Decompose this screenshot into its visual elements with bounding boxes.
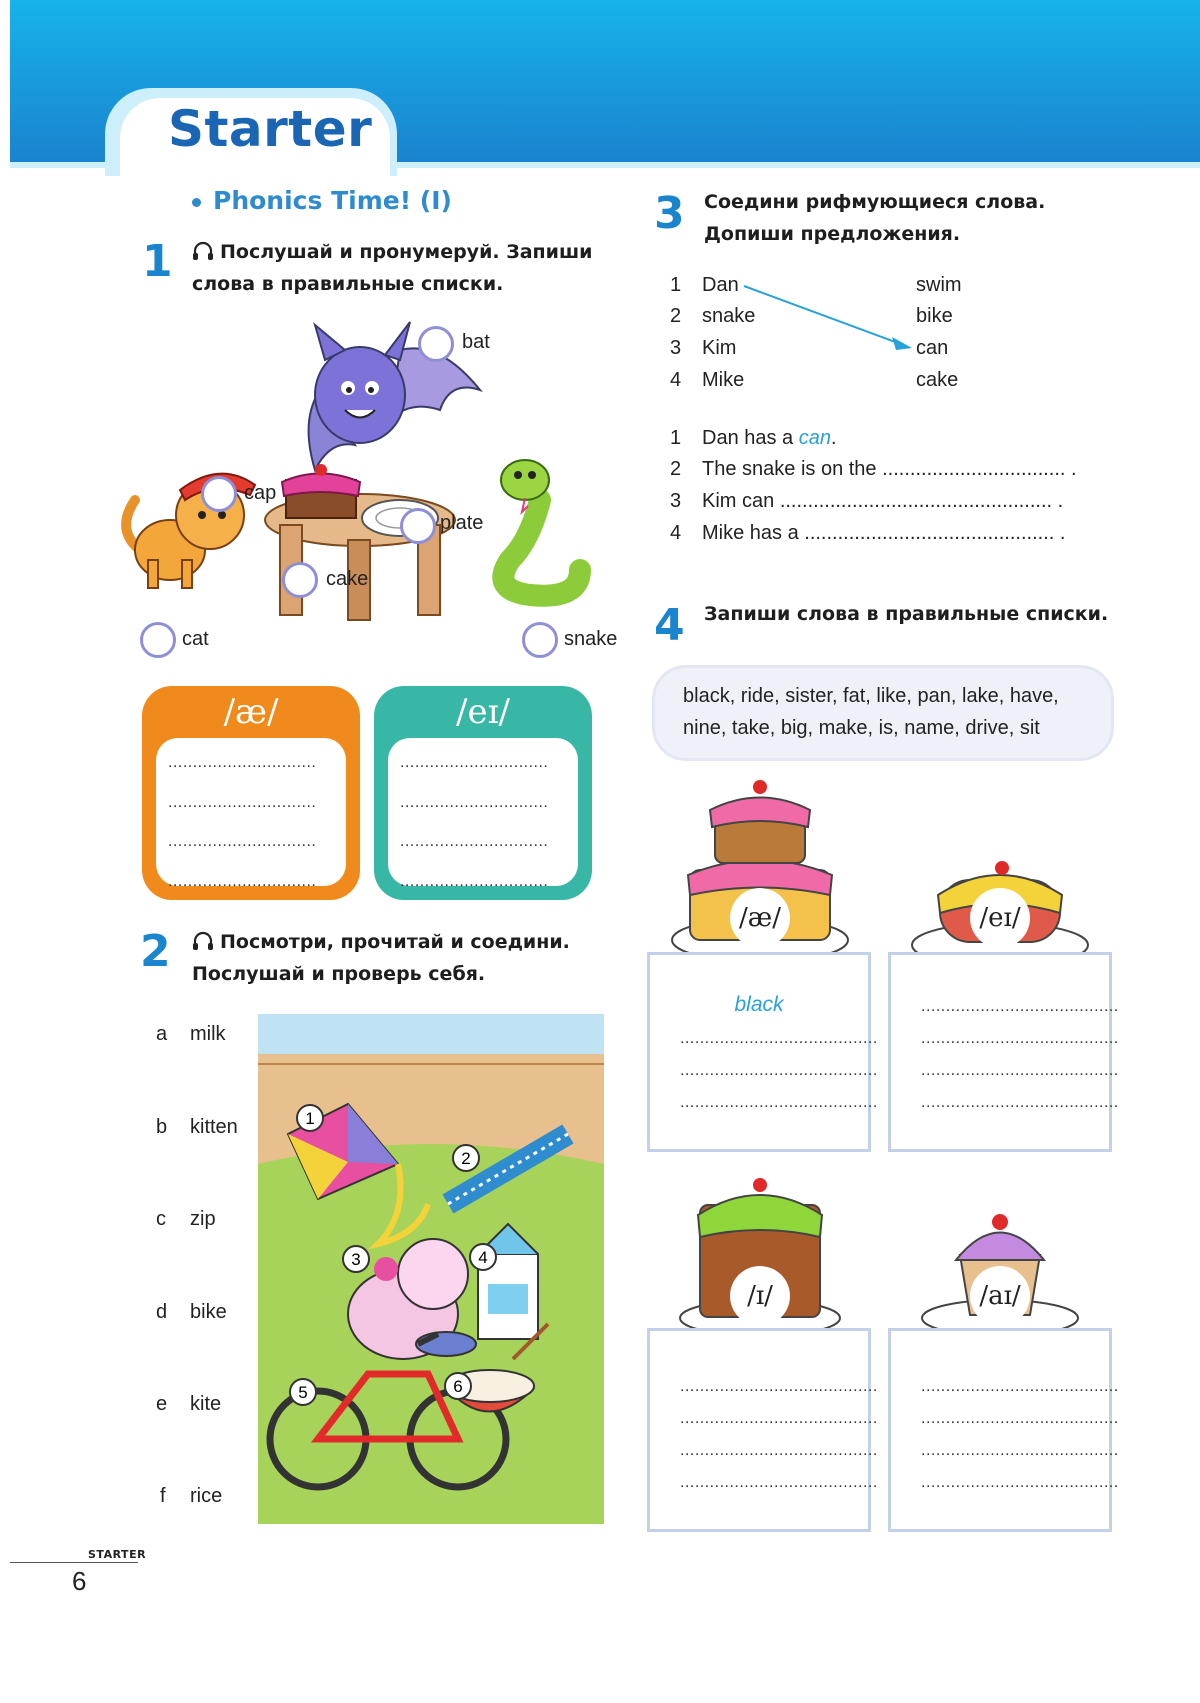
cake-symbol-ai: /aɪ/: [970, 1266, 1030, 1326]
exercise-4-number: 4: [654, 600, 685, 651]
label-cap: cap: [244, 482, 277, 504]
exercise-1-instruction: Послушай и пронумеруй. Запиши слова в правильные списки.: [192, 241, 593, 295]
write-line[interactable]: ..............................: [400, 833, 549, 850]
label-cake: cake: [326, 568, 369, 590]
picture-number-3: [343, 1246, 369, 1272]
write-line[interactable]: ........................................: [680, 1410, 878, 1427]
write-line[interactable]: ........................................: [921, 1094, 1119, 1111]
rhyme-right-word: cake: [916, 369, 959, 391]
exercise-1-number: 1: [142, 236, 173, 287]
write-line[interactable]: ..............................: [400, 873, 549, 890]
example-word: black: [734, 993, 784, 1016]
example-match-arrow: [740, 280, 920, 360]
sentence-number: 2: [670, 458, 682, 480]
match-letter: c: [156, 1208, 166, 1230]
word-bank: black, ride, sister, fat, like, pan, lake, have, nine, take, big, make, is, name, drive, sit: [652, 665, 1114, 761]
sound-symbol-ae: /æ/: [223, 692, 279, 732]
match-word: milk: [190, 1023, 226, 1045]
rhyme-number: 4: [670, 369, 682, 391]
bat-picture: [309, 322, 480, 470]
svg-text:3: 3: [351, 1250, 361, 1269]
exercise-4-instruction: Запиши слова в правильные списки.: [704, 603, 1109, 625]
sentence-number: 3: [670, 490, 682, 512]
write-line[interactable]: ..............................: [168, 794, 317, 811]
picture-number-5: [290, 1379, 316, 1405]
cake-symbol-i: /ɪ/: [730, 1266, 790, 1326]
rhyme-right-word: swim: [916, 274, 962, 296]
sentence-3[interactable]: Kim can ................................................. .: [702, 490, 1064, 512]
section-subtitle: [192, 186, 452, 215]
number-circle-cake[interactable]: [282, 562, 318, 598]
match-letter: e: [156, 1393, 168, 1415]
label-cat: cat: [182, 628, 209, 650]
match-letter: b: [156, 1116, 168, 1138]
match-word: kite: [190, 1393, 222, 1415]
page-number: 6: [72, 1566, 87, 1596]
match-word: kitten: [190, 1116, 238, 1138]
match-word: zip: [190, 1208, 216, 1230]
exercise-2-picture: [258, 1014, 604, 1524]
write-line[interactable]: ........................................: [921, 1030, 1119, 1047]
sound-box-ae: [142, 686, 360, 900]
rhyme-number: 3: [670, 337, 682, 359]
match-word: bike: [190, 1301, 227, 1323]
label-bat: bat: [462, 331, 490, 353]
picture-number-6: [445, 1373, 471, 1399]
number-circle-plate[interactable]: [400, 508, 436, 544]
write-line[interactable]: ..............................: [400, 754, 549, 771]
write-line[interactable]: ........................................: [680, 1094, 878, 1111]
rhyme-left-word: Kim: [702, 337, 737, 359]
exercise-1-illustration: [110, 300, 630, 680]
example-answer: can: [798, 427, 831, 449]
snake-picture: [501, 460, 580, 596]
rhyme-left-word: Mike: [702, 369, 745, 391]
footer-divider: [10, 1562, 138, 1563]
svg-text:5: 5: [298, 1383, 308, 1402]
sentence-2[interactable]: The snake is on the ................................. .: [702, 458, 1077, 480]
write-line[interactable]: ..............................: [400, 794, 549, 811]
rhyme-number: 1: [670, 274, 682, 296]
label-plate: plate: [440, 512, 484, 534]
rhyme-left-word: snake: [702, 305, 756, 327]
exercise-2-number: 2: [140, 926, 171, 977]
write-line[interactable]: ........................................: [921, 1442, 1119, 1459]
write-line[interactable]: ........................................: [921, 1062, 1119, 1079]
write-line[interactable]: ..............................: [168, 754, 317, 771]
subtitle-text: Phonics Time! (I): [213, 186, 452, 215]
write-line[interactable]: ........................................: [680, 1442, 878, 1459]
rhyme-right-word: can: [916, 337, 949, 359]
label-snake: snake: [564, 628, 618, 650]
footer-section-label: STARTER: [88, 1548, 147, 1561]
headphones-icon: [192, 931, 214, 951]
word-list-ae: [647, 952, 878, 1152]
svg-text:6: 6: [453, 1377, 463, 1396]
match-letter: d: [156, 1301, 168, 1323]
picture-number-1: [297, 1105, 323, 1131]
sentence-1: Dan has a can.: [702, 427, 837, 449]
number-circle-cap[interactable]: [201, 476, 237, 512]
match-letter: a: [156, 1023, 168, 1045]
sound-box-ei: [374, 686, 592, 900]
headphones-icon: [192, 241, 214, 261]
number-circle-snake[interactable]: [522, 622, 558, 658]
write-line[interactable]: ........................................: [680, 1378, 878, 1395]
write-line[interactable]: ........................................: [921, 1378, 1119, 1395]
sentence-number: 4: [670, 522, 682, 544]
write-line[interactable]: ........................................: [921, 998, 1119, 1015]
match-word: rice: [190, 1485, 223, 1507]
sound-symbol-ei: /eɪ/: [456, 692, 510, 732]
picture-number-2: [453, 1145, 479, 1171]
rhyme-number: 2: [670, 305, 682, 327]
write-line[interactable]: ........................................: [680, 1030, 878, 1047]
cake-symbol-ei: /eɪ/: [970, 888, 1030, 948]
match-letter: f: [160, 1485, 166, 1507]
write-line[interactable]: ........................................: [680, 1062, 878, 1079]
write-line[interactable]: ..............................: [168, 833, 317, 850]
exercise-3-instruction: Соедини рифмующиеся слова. Допиши предложения.: [704, 191, 1046, 245]
word-list-ai: [888, 1328, 1119, 1532]
word-list-i: [647, 1328, 878, 1532]
write-line[interactable]: ..............................: [168, 873, 317, 890]
sound-box-ae-list: [156, 738, 346, 890]
sentence-4[interactable]: Mike has a ............................................. .: [702, 522, 1066, 544]
number-circle-cat[interactable]: [140, 622, 176, 658]
sentence-number: 1: [670, 427, 682, 449]
cake-symbol-ae: /æ/: [730, 888, 790, 948]
rhyme-right-word: bike: [916, 305, 953, 327]
write-line[interactable]: ........................................: [921, 1410, 1119, 1427]
svg-text:1: 1: [305, 1109, 315, 1128]
svg-text:4: 4: [478, 1248, 488, 1267]
page-title: Starter: [168, 100, 373, 158]
svg-text:2: 2: [461, 1149, 471, 1168]
bullet-icon: [192, 198, 201, 207]
write-line[interactable]: ........................................: [680, 1474, 878, 1491]
number-circle-bat[interactable]: [418, 326, 454, 362]
exercise-3-number: 3: [654, 188, 685, 239]
exercise-2-instruction: Посмотри, прочитай и соедини. Послушай и проверь себя.: [192, 931, 570, 985]
picture-number-4: [470, 1244, 496, 1270]
write-line[interactable]: ........................................: [921, 1474, 1119, 1491]
sound-box-ei-list: [388, 738, 578, 890]
word-list-ei: [888, 952, 1119, 1152]
rhyme-left-word: Dan: [702, 274, 739, 296]
